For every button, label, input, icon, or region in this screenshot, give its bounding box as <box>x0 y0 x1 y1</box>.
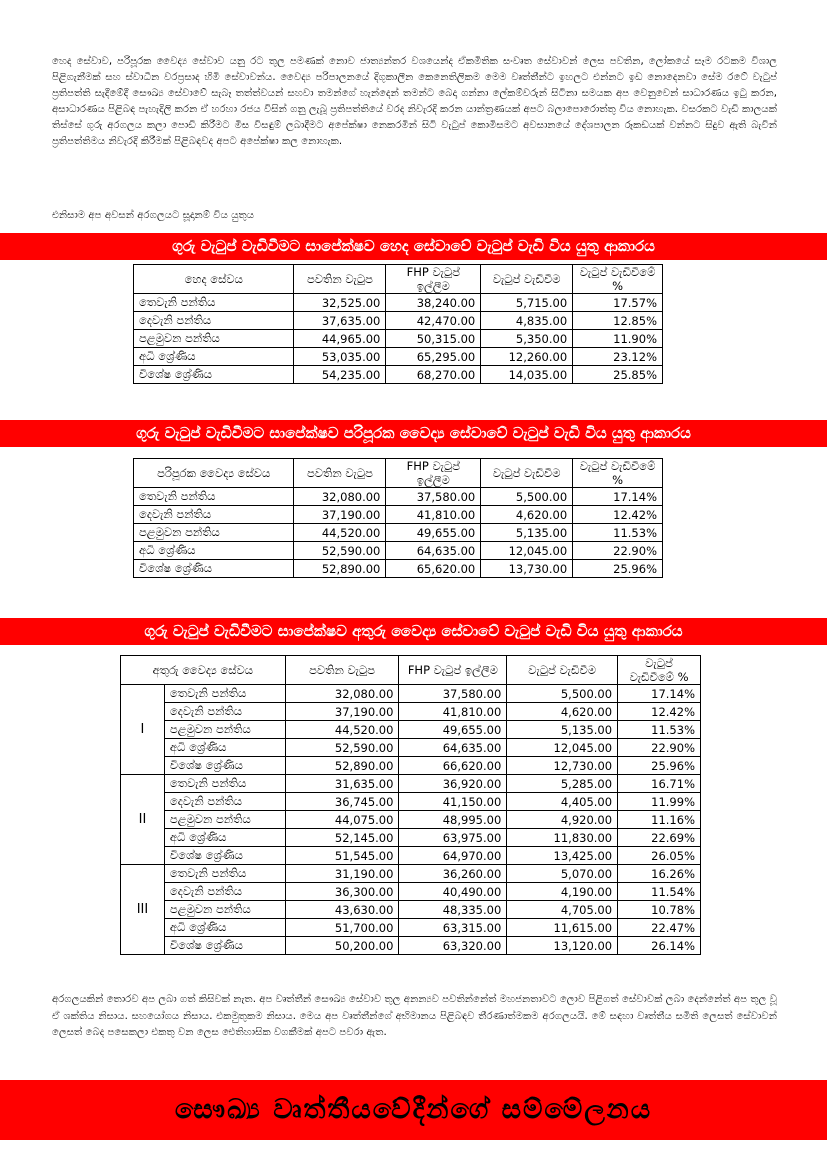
header-current-salary: පවතින වැටුප <box>294 459 386 488</box>
grade-cell: විශේෂ ශ්‍රේණිය <box>134 560 294 578</box>
percent-cell: 25.85% <box>573 366 663 384</box>
table-row <box>121 865 701 883</box>
percent-cell: 10.78% <box>618 901 701 919</box>
table-row <box>121 775 701 793</box>
grade-cell: තෙවැනි පන්තිය <box>134 294 294 312</box>
current-salary-cell: 31,635.00 <box>285 775 399 793</box>
header-percent: වැටුප් වැඩිවීමේ % <box>573 459 663 488</box>
increase-cell: 12,045.00 <box>481 542 573 560</box>
fhp-request-cell: 48,995.00 <box>399 811 507 829</box>
increase-cell: 4,835.00 <box>481 312 573 330</box>
fhp-request-cell: 41,150.00 <box>399 793 507 811</box>
increase-cell: 13,730.00 <box>481 560 573 578</box>
percent-cell: 11.16% <box>618 811 701 829</box>
header-service: අතුරු වෛද්‍ය සේවය <box>121 656 286 685</box>
fhp-request-cell: 64,635.00 <box>386 542 481 560</box>
percent-cell: 11.90% <box>573 330 663 348</box>
supp-banner: ගුරු වැටුප් වැඩිවීමට සාපේක්ෂව අතුරු වෛද්‍ය සේවාවේ වැටුප් වැඩි විය යුතු ආකාරය <box>0 618 827 645</box>
fhp-request-cell: 66,620.00 <box>399 757 507 775</box>
table-row <box>121 721 701 739</box>
grade-cell: අධි ශ්‍රේණිය <box>164 829 285 847</box>
current-salary-cell: 51,700.00 <box>285 919 399 937</box>
table-row <box>134 488 663 506</box>
header-service: පරිපූරක වෛද්‍ය සේවය <box>134 459 294 488</box>
current-salary-cell: 36,745.00 <box>285 793 399 811</box>
increase-cell: 5,715.00 <box>481 294 573 312</box>
fhp-request-cell: 65,295.00 <box>386 348 481 366</box>
increase-cell: 12,260.00 <box>481 348 573 366</box>
fhp-request-cell: 41,810.00 <box>386 506 481 524</box>
increase-cell: 14,035.00 <box>481 366 573 384</box>
grade-cell: දෙවැනි පන්තිය <box>164 703 285 721</box>
current-salary-cell: 44,520.00 <box>294 524 386 542</box>
percent-cell: 23.12% <box>573 348 663 366</box>
increase-cell: 4,620.00 <box>481 506 573 524</box>
percent-cell: 11.53% <box>573 524 663 542</box>
current-salary-cell: 52,890.00 <box>294 560 386 578</box>
intro-tail: එනිසාම අප අවසන් අරගලයට සූදානම් විය යුතුය <box>52 210 255 221</box>
intro-paragraph: හෙද සේවාව, පරිපූරක වෛද්‍ය සේවාව යනු රට තුල පමණක් නොව ජාත්‍යන්තර වශයෙන්ද ඒකමිතික සංවෘත සේවාවන් ලෙස පවතින, ලෝකයේ සෑම රටකම විශාල පිළිගැනීමක් සහ ස්වාධීන වරප්‍රසාද හිමි සේවාවන්ය. වෛද්‍ය පරිපාලනයේ දිගුකාලීන කෙනෙතිලිකම මෙම වෘත්තීන්ට ඉහලට එන්නට ඉඩ නොදෙනවා සේම රටේ වැටුප් ප්‍රතිපත්ති සැදීමේදී සෞඛ්‍ය සේවාවේ සැබෑ තත්ත්වයන් සහවා තමන්ගේ හැන්දෙන් තමන්ට බෙදා ගන්නා ලේකම්වරුන් සිටිනා සමයක අප වෙනුවෙන් සාධාරණය ඉටු කරන, අසාධාරණය පිළිබඳ පැහැදිලි කරන ඒ හරහා රජය විසින් ගනු ලැබූ ප්‍රතිපත්තියේ වරද නිවැරදි කරන යාන්ත්‍රණයක් අපට බලාපොරොත්තු විය නොහැක. වසරකට වැඩි කාලයක් තිස්සේ ගුරු අරගලය කලා පොඩි කිරීමට මිස විසඳුම් ලබාදීමට අපේක්ෂා නෙකරමින් සිටි වැටුප් කොමිසමට අවසානයේ දේශපාලන රූකඩයක් වන්නට සිදුව ඇති බැවින් ප්‍රතිපත්තිමය නිවැරදි කිරීමක් පිළිබඳවද අපට අපේක්ෂා කල නොහැක. <box>52 56 777 148</box>
fhp-request-cell: 49,655.00 <box>399 721 507 739</box>
grade-cell: අධි ශ්‍රේණිය <box>164 919 285 937</box>
header-current-salary: පවතින වැටුප <box>294 265 386 294</box>
nursing-salary-table <box>133 264 663 384</box>
table-row <box>121 757 701 775</box>
percent-cell: 22.90% <box>573 542 663 560</box>
table-row <box>121 883 701 901</box>
grade-cell: තෙවැනි පන්තිය <box>134 488 294 506</box>
increase-cell: 4,190.00 <box>507 883 618 901</box>
fhp-request-cell: 40,490.00 <box>399 883 507 901</box>
supp-salary-table <box>120 655 701 955</box>
grade-cell: දෙවැනි පන්තිය <box>164 883 285 901</box>
fhp-request-cell: 36,260.00 <box>399 865 507 883</box>
current-salary-cell: 31,190.00 <box>285 865 399 883</box>
grade-cell: අධි ශ්‍රේණිය <box>134 348 294 366</box>
current-salary-cell: 54,235.00 <box>294 366 386 384</box>
header-fhp-request: FHP වැටුප් ඉල්ලීම <box>386 459 481 488</box>
table-row <box>134 506 663 524</box>
current-salary-cell: 37,190.00 <box>285 703 399 721</box>
percent-cell: 22.47% <box>618 919 701 937</box>
fhp-request-cell: 63,315.00 <box>399 919 507 937</box>
grade-cell: තෙවැනි පන්තිය <box>164 685 285 703</box>
table-row <box>121 829 701 847</box>
increase-cell: 12,045.00 <box>507 739 618 757</box>
grade-cell: දෙවැනි පන්තිය <box>134 312 294 330</box>
fhp-request-cell: 42,470.00 <box>386 312 481 330</box>
header-fhp-request: FHP වැටුප් ඉල්ලීම <box>399 656 507 685</box>
percent-cell: 16.26% <box>618 865 701 883</box>
current-salary-cell: 32,080.00 <box>285 685 399 703</box>
current-salary-cell: 52,590.00 <box>285 739 399 757</box>
fhp-request-cell: 68,270.00 <box>386 366 481 384</box>
fhp-request-cell: 65,620.00 <box>386 560 481 578</box>
closing-paragraph: අරගලයකින් තොරව අප ලබා ගත් කිසිවක් නැත. අප වෘත්තීන් සෞඛ්‍ය සේවාව තුල අනන්‍යව පවතින්නේත් මහජනතාවට ලොව පිළිගත් සේවාවක් ලබා දෙන්නේත් අප තුල වූ ඒ ශක්තිය නිසාය. සහයෝගය නිසාය. එකමුතුකම නිසාය. මෙය අප වෘත්තීන්ගේ අභිමානය පිළිබඳව තීරණාත්මකම අරගලයයි. මේ සඳහා වෘත්තීය සමිති ලෙසත් සේවාවන් ලෙසත් බෙද පසෙකලා එකතු වන ලෙස ඓතිහාසික වගකීමක් අපට පවරා ඇත. <box>52 994 777 1038</box>
increase-cell: 5,350.00 <box>481 330 573 348</box>
table-row <box>134 366 663 384</box>
fhp-request-cell: 38,240.00 <box>386 294 481 312</box>
fhp-request-cell: 48,335.00 <box>399 901 507 919</box>
increase-cell: 5,500.00 <box>507 685 618 703</box>
percent-cell: 22.69% <box>618 829 701 847</box>
current-salary-cell: 44,075.00 <box>285 811 399 829</box>
table-row <box>134 348 663 366</box>
increase-cell: 5,135.00 <box>481 524 573 542</box>
table-row <box>134 524 663 542</box>
current-salary-cell: 52,890.00 <box>285 757 399 775</box>
table-row <box>134 294 663 312</box>
table-row <box>134 330 663 348</box>
grade-group-label: III <box>121 865 165 955</box>
fhp-request-cell: 64,970.00 <box>399 847 507 865</box>
grade-cell: දෙවැනි පන්තිය <box>164 793 285 811</box>
current-salary-cell: 36,300.00 <box>285 883 399 901</box>
grade-cell: විශේෂ ශ්‍රේණිය <box>164 757 285 775</box>
table-row <box>121 703 701 721</box>
grade-cell: පළමුවන පන්තිය <box>134 330 294 348</box>
percent-cell: 26.05% <box>618 847 701 865</box>
percent-cell: 25.96% <box>573 560 663 578</box>
fhp-request-cell: 37,580.00 <box>399 685 507 703</box>
percent-cell: 22.90% <box>618 739 701 757</box>
percent-cell: 16.71% <box>618 775 701 793</box>
current-salary-cell: 51,545.00 <box>285 847 399 865</box>
percent-cell: 17.57% <box>573 294 663 312</box>
fhp-request-cell: 37,580.00 <box>386 488 481 506</box>
table-row <box>121 685 701 703</box>
grade-cell: විශේෂ ශ්‍රේණිය <box>134 366 294 384</box>
increase-cell: 4,620.00 <box>507 703 618 721</box>
grade-cell: තෙවැනි පන්තිය <box>164 775 285 793</box>
current-salary-cell: 37,635.00 <box>294 312 386 330</box>
grade-cell: විශේෂ ශ්‍රේණිය <box>164 847 285 865</box>
header-increase: වැටුප් වැඩිවීම <box>507 656 618 685</box>
table-row <box>121 847 701 865</box>
increase-cell: 11,615.00 <box>507 919 618 937</box>
percent-cell: 12.42% <box>573 506 663 524</box>
table-row <box>134 560 663 578</box>
percent-cell: 25.96% <box>618 757 701 775</box>
percent-cell: 11.53% <box>618 721 701 739</box>
increase-cell: 5,070.00 <box>507 865 618 883</box>
grade-cell: තෙවැනි පන්තිය <box>164 865 285 883</box>
table-row <box>121 739 701 757</box>
percent-cell: 11.99% <box>618 793 701 811</box>
footer-banner: සෞඛ්‍ය වෘත්තීයවේදීන්ගේ සම්මේලනය <box>0 1080 827 1140</box>
increase-cell: 4,705.00 <box>507 901 618 919</box>
current-salary-cell: 32,525.00 <box>294 294 386 312</box>
percent-cell: 11.54% <box>618 883 701 901</box>
grade-cell: අධි ශ්‍රේණිය <box>164 739 285 757</box>
current-salary-cell: 53,035.00 <box>294 348 386 366</box>
table-row <box>121 919 701 937</box>
table-row <box>121 811 701 829</box>
current-salary-cell: 43,630.00 <box>285 901 399 919</box>
increase-cell: 5,135.00 <box>507 721 618 739</box>
increase-cell: 4,920.00 <box>507 811 618 829</box>
fhp-request-cell: 36,920.00 <box>399 775 507 793</box>
grade-cell: පළමුවන පන්තිය <box>164 901 285 919</box>
current-salary-cell: 32,080.00 <box>294 488 386 506</box>
table-row <box>121 901 701 919</box>
fhp-request-cell: 63,975.00 <box>399 829 507 847</box>
grade-cell: පළමුවන පන්තිය <box>164 721 285 739</box>
header-fhp-request: FHP වැටුප් ඉල්ලීම <box>386 265 481 294</box>
increase-cell: 13,425.00 <box>507 847 618 865</box>
fhp-request-cell: 64,635.00 <box>399 739 507 757</box>
header-current-salary: පවතින වැටුප <box>285 656 399 685</box>
current-salary-cell: 37,190.00 <box>294 506 386 524</box>
table-row <box>121 937 701 955</box>
increase-cell: 12,730.00 <box>507 757 618 775</box>
header-increase: වැටුප් වැඩිවීම <box>481 459 573 488</box>
fhp-request-cell: 41,810.00 <box>399 703 507 721</box>
pmd-banner: ගුරු වැටුප් වැඩිවීමට සාපේක්ෂව පරිපූරක වෛද්‍ය සේවාවේ වැටුප් වැඩි විය යුතු ආකාරය <box>0 420 827 447</box>
pmd-salary-table <box>133 458 663 578</box>
increase-cell: 5,285.00 <box>507 775 618 793</box>
fhp-request-cell: 63,320.00 <box>399 937 507 955</box>
grade-group-label: II <box>121 775 165 865</box>
grade-cell: අධි ශ්‍රේණිය <box>134 542 294 560</box>
table-row <box>134 542 663 560</box>
header-increase: වැටුප් වැඩිවීම <box>481 265 573 294</box>
increase-cell: 13,120.00 <box>507 937 618 955</box>
header-percent: වැටුප් වැඩිවීමේ % <box>573 265 663 294</box>
increase-cell: 5,500.00 <box>481 488 573 506</box>
percent-cell: 17.14% <box>618 685 701 703</box>
table-row <box>134 312 663 330</box>
current-salary-cell: 50,200.00 <box>285 937 399 955</box>
table-row <box>121 793 701 811</box>
current-salary-cell: 44,520.00 <box>285 721 399 739</box>
percent-cell: 26.14% <box>618 937 701 955</box>
grade-group-label: I <box>121 685 165 775</box>
grade-cell: පළමුවන පන්තිය <box>164 811 285 829</box>
fhp-request-cell: 50,315.00 <box>386 330 481 348</box>
header-percent: වැටුප් වැඩිවීමේ % <box>618 656 701 685</box>
percent-cell: 12.85% <box>573 312 663 330</box>
fhp-request-cell: 49,655.00 <box>386 524 481 542</box>
increase-cell: 11,830.00 <box>507 829 618 847</box>
current-salary-cell: 52,145.00 <box>285 829 399 847</box>
grade-cell: දෙවැනි පන්තිය <box>134 506 294 524</box>
percent-cell: 17.14% <box>573 488 663 506</box>
percent-cell: 12.42% <box>618 703 701 721</box>
current-salary-cell: 52,590.00 <box>294 542 386 560</box>
increase-cell: 4,405.00 <box>507 793 618 811</box>
nursing-banner: ගුරු වැටුප් වැඩිවීමට සාපේක්ෂව හෙද සේවාවේ වැටුප් වැඩි විය යුතු ආකාරය <box>0 233 827 260</box>
header-service: හෙද සේවය <box>134 265 294 294</box>
current-salary-cell: 44,965.00 <box>294 330 386 348</box>
grade-cell: පළමුවන පන්තිය <box>134 524 294 542</box>
grade-cell: විශේෂ ශ්‍රේණිය <box>164 937 285 955</box>
